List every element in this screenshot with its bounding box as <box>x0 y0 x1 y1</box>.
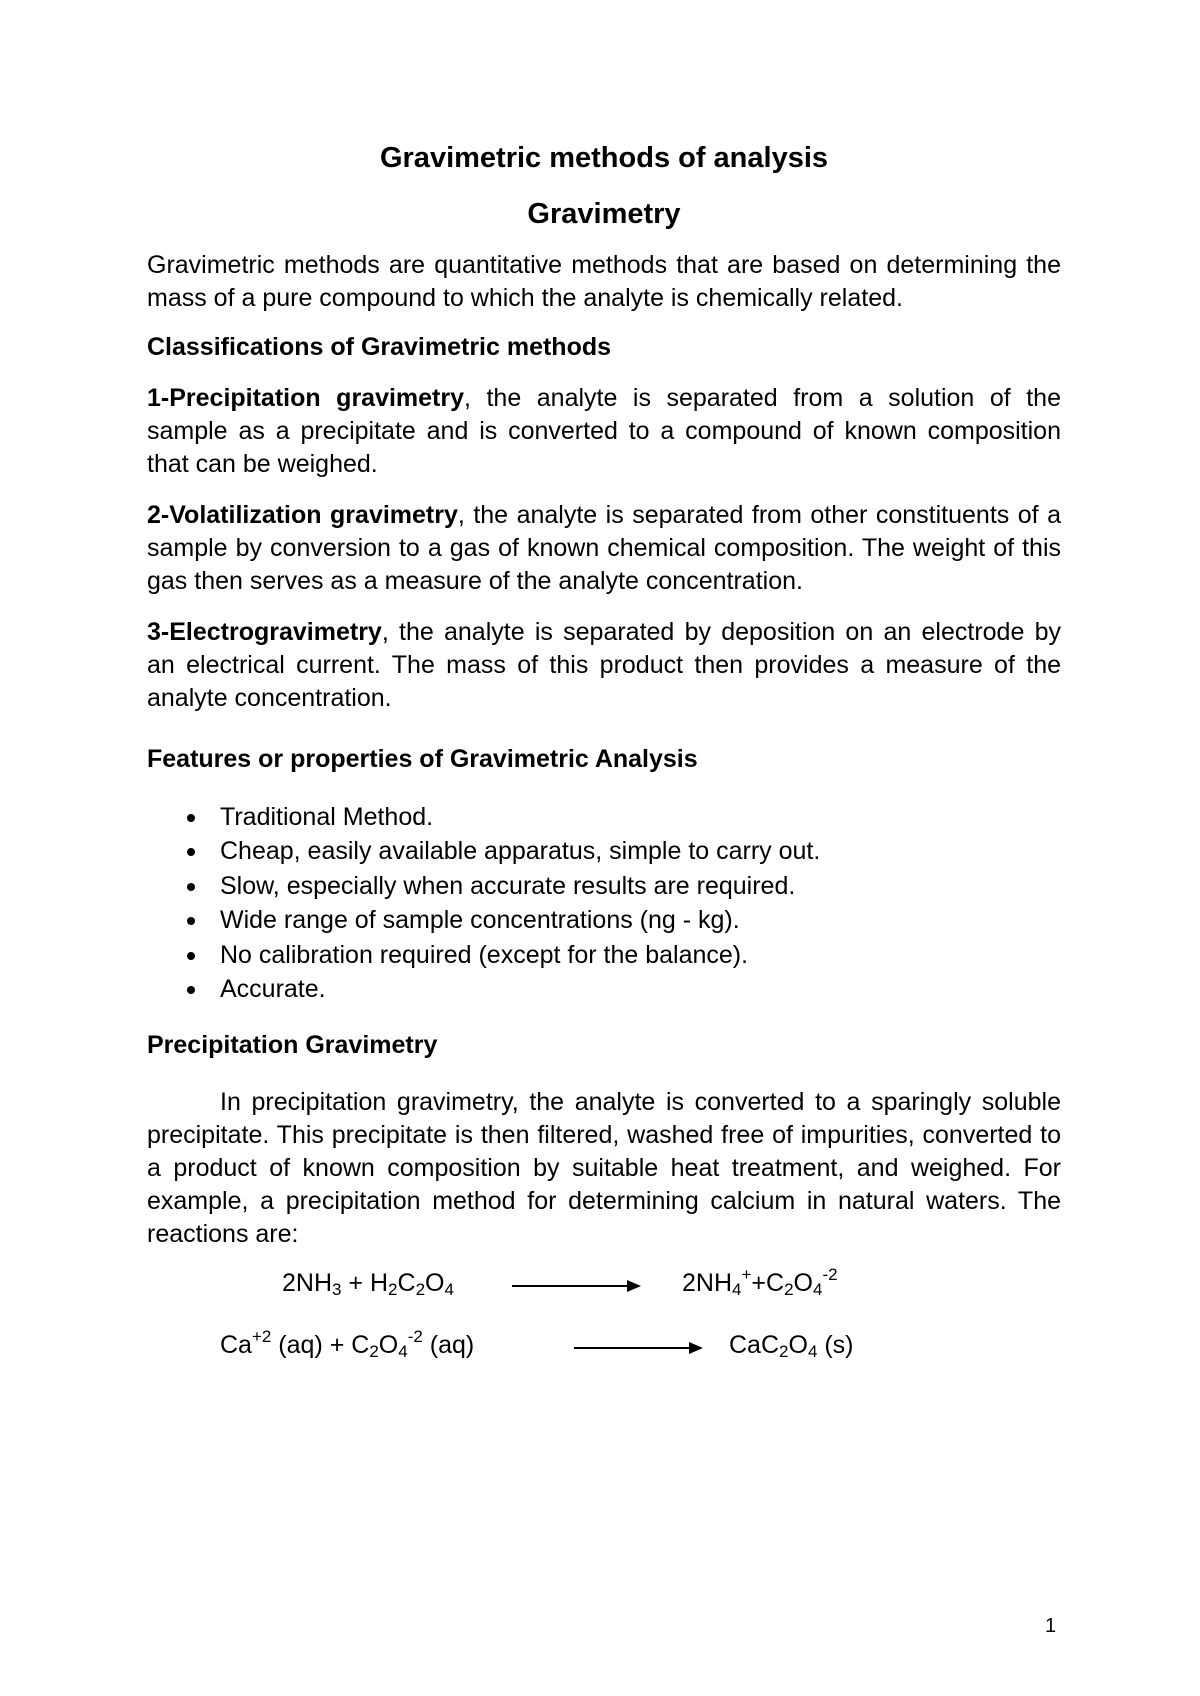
bullet-icon <box>187 883 195 891</box>
list-item <box>185 903 1061 938</box>
feature-text: Wide range of sample concentrations (ng - kg). <box>220 906 740 934</box>
formula-subscript: 2 <box>779 1341 789 1361</box>
method-text: , the analyte is separated from a solution of the sample as a precipitate and is converted to a compound of known composition that can be weighed. <box>147 383 1061 478</box>
formula-subscript: 4 <box>732 1279 742 1299</box>
list-item <box>185 972 1061 1007</box>
formula-subscript: 4 <box>807 1341 818 1361</box>
bullet-icon <box>187 952 195 960</box>
bullet-icon <box>187 917 195 925</box>
formula-subscript: 2 <box>784 1279 794 1299</box>
reaction-products <box>729 1331 854 1360</box>
formula-subscript: 2 <box>369 1341 379 1361</box>
method-name: 3-Electrogravimetry <box>147 617 382 646</box>
method-paragraph <box>147 499 1061 598</box>
intro-paragraph: Gravimetric methods are quantitative methods that are based on determining the mass of a pure compound to which the analyte is chemically related. <box>147 250 1061 312</box>
formula-superscript: + <box>741 1264 752 1284</box>
formula-text: + H <box>341 1268 389 1297</box>
list-item <box>185 800 1061 835</box>
formula-superscript: -2 <box>822 1264 838 1284</box>
formula-text: 2NH <box>682 1268 733 1297</box>
method-text: , the analyte is separated by deposition on an electrode by an electrical current. The mass of this product then provides a measure of the analyte concentration. <box>147 617 1061 712</box>
method-paragraph <box>147 616 1061 715</box>
list-item <box>185 869 1061 904</box>
document-subtitle: Gravimetry <box>527 198 681 231</box>
formula-text: +C <box>751 1268 785 1297</box>
reaction-arrow-icon <box>574 1347 701 1349</box>
page-number: 1 <box>1045 1615 1057 1637</box>
formula-superscript: +2 <box>251 1326 272 1346</box>
method-name: 1-Precipitation gravimetry <box>147 383 465 412</box>
formula-subscript: 2 <box>388 1279 398 1299</box>
formula-text: (s) <box>817 1330 854 1359</box>
formula-text: O <box>788 1330 808 1359</box>
document-title: Gravimetric methods of analysis <box>379 142 829 174</box>
formula-text: C <box>397 1268 416 1297</box>
reaction-equation <box>147 1264 1061 1331</box>
formula-text: CaC <box>729 1330 780 1359</box>
bullet-icon <box>187 986 195 994</box>
feature-text: Cheap, easily available apparatus, simple to carry out. <box>220 837 821 865</box>
reaction-reactants <box>220 1326 475 1361</box>
precipitation-heading: Precipitation Gravimetry <box>147 1030 438 1059</box>
formula-superscript: -2 <box>407 1326 423 1346</box>
formula-subscript: 4 <box>813 1279 823 1299</box>
formula-text: Ca <box>220 1330 252 1359</box>
formula-subscript: 4 <box>444 1279 454 1299</box>
formula-text: O <box>793 1268 813 1297</box>
list-item <box>185 938 1061 973</box>
feature-text: Slow, especially when accurate results are required. <box>220 871 796 900</box>
reaction-products <box>682 1264 838 1299</box>
reaction-arrow-icon <box>512 1285 639 1287</box>
feature-text: Traditional Method. <box>220 802 434 831</box>
classifications-heading: Classifications of Gravimetric methods <box>147 332 612 361</box>
formula-text: O <box>378 1330 399 1359</box>
reaction-reactants <box>282 1269 454 1298</box>
list-item <box>185 834 1061 869</box>
bullet-icon <box>187 814 195 822</box>
method-paragraph <box>147 382 1061 481</box>
formula-text: 2NH <box>282 1268 333 1297</box>
feature-text: Accurate. <box>220 975 326 1003</box>
method-name: 2-Volatilization gravimetry <box>147 500 458 529</box>
feature-text: No calibration required (except for the balance). <box>220 940 749 969</box>
formula-text: (aq) + C <box>271 1330 370 1359</box>
reaction-equation <box>147 1326 1061 1393</box>
formula-subscript: 3 <box>332 1279 342 1299</box>
formula-subscript: 2 <box>415 1279 426 1299</box>
formula-subscript: 4 <box>398 1341 408 1361</box>
document-page <box>147 140 1061 1393</box>
features-list <box>147 800 1061 1007</box>
formula-text: (aq) <box>422 1330 475 1359</box>
formula-text: O <box>425 1268 445 1297</box>
precipitation-paragraph: In precipitation gravimetry, the analyte is converted to a sparingly soluble precipitate. This precipitate is then filtered, washed free of impurities, converted to a product of known composition by suitable heat treatment, and weighed. For example, a precipitation method for determining calcium in natural waters. The reactions are: <box>147 1087 1061 1248</box>
bullet-icon <box>187 848 195 856</box>
features-heading: Features or properties of Gravimetric Analysis <box>147 744 698 773</box>
method-text: , the analyte is separated from other constituents of a sample by conversion to a gas of known chemical composition. The weight of this gas then serves as a measure of the analyte concentration. <box>147 500 1061 595</box>
